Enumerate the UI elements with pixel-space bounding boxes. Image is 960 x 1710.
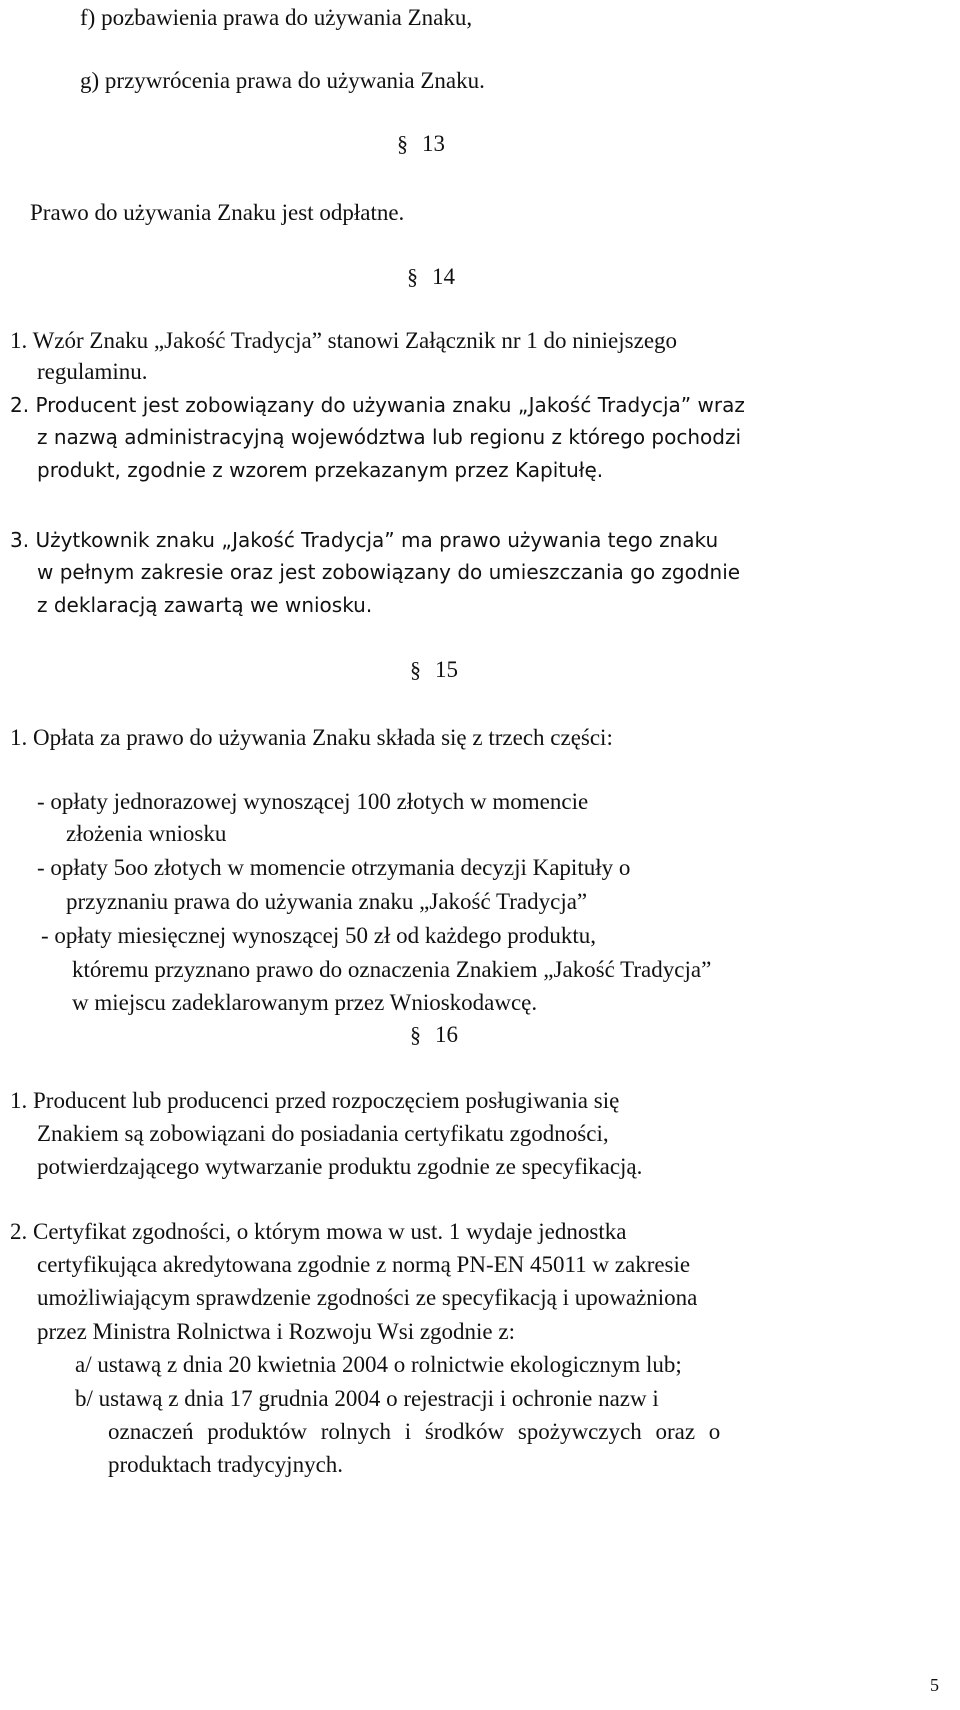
paragraph-line: przez Ministra Rolnictwa i Rozwoju Wsi zgodnie z: <box>37 1319 515 1344</box>
paragraph-line: w pełnym zakresie oraz jest zobowiązany do umieszczania go zgodnie <box>37 560 741 584</box>
paragraph-line: produkt, zgodnie z wzorem przekazanym przez Kapitułę. <box>37 458 604 482</box>
list-item-g: g) przywrócenia prawa do używania Znaku. <box>80 68 485 93</box>
list-item-continuation: złożenia wniosku <box>66 821 227 846</box>
paragraph-line: 1. Wzór Znaku „Jakość Tradycja” stanowi Załącznik nr 1 do niniejszego <box>10 328 678 353</box>
list-item: b/ ustawą z dnia 17 grudnia 2004 o rejestracji i ochronie nazw i <box>75 1386 659 1411</box>
list-item-f: f) pozbawienia prawa do używania Znaku, <box>80 5 473 30</box>
paragraph-line: potwierdzającego wytwarzanie produktu zgodnie ze specyfikacją. <box>37 1154 643 1179</box>
paragraph-line: 1. Opłata za prawo do używania Znaku składa się z trzech części: <box>10 725 613 750</box>
paragraph-line: 3. Użytkownik znaku „Jakość Tradycja” ma prawo używania tego znaku <box>10 528 719 552</box>
section-number: 13 <box>422 131 445 156</box>
paragraph-line: regulaminu. <box>37 359 148 384</box>
section-symbol: § <box>407 264 418 289</box>
paragraph-line: 2. Certyfikat zgodności, o którym mowa w ust. 1 wydaje jednostka <box>10 1219 627 1244</box>
list-item-continuation: oznaczeń produktów rolnych i środków spożywczych oraz o <box>108 1419 721 1444</box>
list-item-continuation: któremu przyznano prawo do oznaczenia Znakiem „Jakość Tradycja” <box>72 957 712 982</box>
section-15-heading <box>410 655 458 685</box>
paragraph: Prawo do używania Znaku jest odpłatne. <box>30 200 405 225</box>
paragraph-line: 2. Producent jest zobowiązany do używania znaku „Jakość Tradycja” wraz <box>10 393 745 417</box>
list-item: - opłaty jednorazowej wynoszącej 100 złotych w momencie <box>37 789 589 814</box>
paragraph-line: z deklaracją zawartą we wniosku. <box>37 593 373 617</box>
paragraph-line: z nazwą administracyjną województwa lub regionu z którego pochodzi <box>37 425 742 449</box>
section-symbol: § <box>410 1022 421 1047</box>
list-item-continuation: produktach tradycyjnych. <box>108 1452 344 1477</box>
list-item: - opłaty 5oo złotych w momencie otrzymania decyzji Kapituły o <box>37 855 631 880</box>
paragraph-line: certyfikująca akredytowana zgodnie z normą PN-EN 45011 w zakresie <box>37 1252 691 1277</box>
section-16-heading <box>410 1020 458 1050</box>
list-item-continuation: przyznaniu prawa do używania znaku „Jakość Tradycja” <box>66 889 588 914</box>
section-14-heading <box>407 262 455 292</box>
section-number: 14 <box>432 264 455 289</box>
section-number: 15 <box>435 657 458 682</box>
paragraph-line: 1. Producent lub producenci przed rozpoczęciem posługiwania się <box>10 1088 620 1113</box>
paragraph-line: Znakiem są zobowiązani do posiadania certyfikatu zgodności, <box>37 1121 609 1146</box>
paragraph-line: umożliwiającym sprawdzenie zgodności ze specyfikacją i upoważniona <box>37 1285 698 1310</box>
section-13-heading <box>397 129 445 159</box>
page-number: 5 <box>930 1675 939 1695</box>
section-number: 16 <box>435 1022 458 1047</box>
list-item: - opłaty miesięcznej wynoszącej 50 zł od każdego produktu, <box>41 923 597 948</box>
section-symbol: § <box>410 657 421 682</box>
section-symbol: § <box>397 131 408 156</box>
list-item: a/ ustawą z dnia 20 kwietnia 2004 o rolnictwie ekologicznym lub; <box>75 1352 682 1377</box>
list-item-continuation: w miejscu zadeklarowanym przez Wnioskodawcę. <box>72 990 538 1015</box>
